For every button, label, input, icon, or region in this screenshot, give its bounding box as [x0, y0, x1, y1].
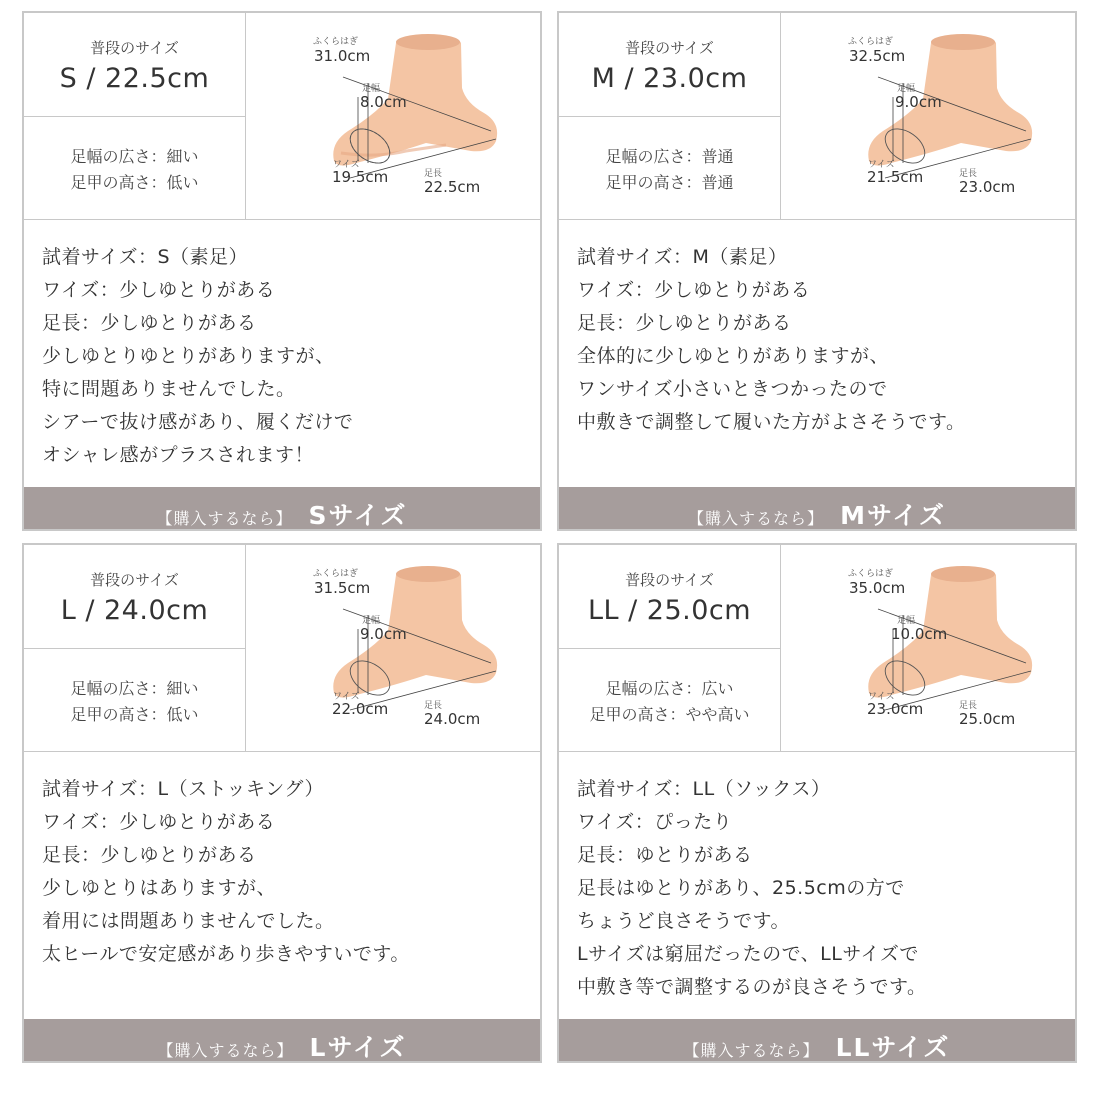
review-line: 中敷き等で調整するのが良さそうです。: [577, 976, 927, 998]
length-value: 22.5cm: [424, 178, 481, 196]
review-line: 足長はゆとりがあり、25.5cmの方で: [577, 877, 905, 899]
review-line: 足長：少しゆとりがある: [577, 312, 792, 334]
wise-label: ワイズ: [868, 692, 895, 702]
review-text: [42, 773, 532, 971]
profile-column: [24, 545, 246, 751]
usual-size-label: 普段のサイズ: [625, 571, 714, 589]
review-text: [42, 241, 532, 472]
calf-label: ふくらはぎ: [848, 37, 894, 47]
instep-height-line: 足甲の高さ：低い: [70, 173, 199, 192]
usual-size-value: LL / 25.0cm: [587, 595, 752, 626]
wise-value: 23.0cm: [867, 700, 924, 718]
foot-width-label: 足幅: [897, 84, 916, 94]
review-line: 中敷きで調整して履いた方がよさそうです。: [577, 411, 966, 433]
review-line: 試着サイズ：L（ストッキング）: [42, 778, 324, 800]
wise-label: ワイズ: [333, 692, 360, 702]
card-header: [559, 13, 1075, 220]
card-header: [24, 13, 540, 220]
review-line: ワイズ：少しゆとりがある: [577, 279, 811, 301]
profile-column: [559, 545, 781, 751]
review-line: 足長：少しゆとりがある: [42, 312, 257, 334]
banner-prefix: 【購入するなら】: [683, 1041, 820, 1060]
length-value: 23.0cm: [959, 178, 1016, 196]
length-label: 足長: [959, 169, 978, 179]
length-value: 24.0cm: [424, 710, 481, 728]
review-text: [577, 773, 1067, 1004]
wise-value: 19.5cm: [332, 168, 389, 186]
instep-height-line: 足甲の高さ：やや高い: [589, 705, 750, 724]
usual-size-box: [24, 13, 245, 117]
usual-size-value: M / 23.0cm: [591, 63, 748, 94]
banner-size: LLサイズ: [835, 1033, 951, 1062]
review-line: 足長：少しゆとりがある: [42, 844, 257, 866]
review-line: 少しゆとりゆとりがありますが、: [42, 345, 335, 367]
size-card-s: [22, 11, 542, 531]
banner-prefix: 【購入するなら】: [688, 509, 825, 528]
recommend-banner: [559, 487, 1075, 529]
card-header: [24, 545, 540, 752]
review-line: 少しゆとりはありますが、: [42, 877, 277, 899]
foot-width-value: 10.0cm: [891, 625, 948, 643]
review-line: ちょうど良さそうです。: [577, 910, 790, 932]
usual-size-label: 普段のサイズ: [90, 39, 179, 57]
foot-width-label: 足幅: [362, 84, 381, 94]
foot-width-value: 9.0cm: [895, 93, 942, 111]
usual-size-box: [559, 13, 780, 117]
review-line: ワイズ：ぴったり: [577, 811, 733, 833]
size-card-ll: [557, 543, 1077, 1063]
usual-size-label: 普段のサイズ: [625, 39, 714, 57]
usual-size-label: 普段のサイズ: [90, 571, 179, 589]
calf-value: 31.5cm: [314, 579, 371, 597]
length-label: 足長: [424, 701, 443, 711]
foot-diagram: [246, 545, 540, 751]
foot-width-label: 足幅: [362, 616, 381, 626]
size-card-m: [557, 11, 1077, 531]
banner-size: Lサイズ: [309, 1033, 407, 1062]
usual-size-value: L / 24.0cm: [60, 595, 209, 626]
review-line: 全体的に少しゆとりがありますが、: [577, 345, 890, 367]
calf-label: ふくらはぎ: [313, 37, 359, 47]
calf-label: ふくらはぎ: [848, 569, 894, 579]
foot-width-value: 8.0cm: [360, 93, 407, 111]
calf-label: ふくらはぎ: [313, 569, 359, 579]
foot-width-label: 足幅: [897, 616, 916, 626]
length-value: 25.0cm: [959, 710, 1016, 728]
profile-column: [24, 13, 246, 219]
review-line: シアーで抜け感があり、履くだけで: [42, 411, 354, 433]
calf-value: 31.0cm: [314, 47, 371, 65]
usual-size-box: [559, 545, 780, 649]
recommend-banner: [24, 487, 540, 529]
foot-illustration: [246, 13, 540, 219]
review-text: [577, 241, 1067, 439]
review-line: 足長：ゆとりがある: [577, 844, 753, 866]
card-header: [559, 545, 1075, 752]
review-line: 試着サイズ：M（素足）: [577, 246, 788, 268]
length-label: 足長: [959, 701, 978, 711]
instep-height-line: 足甲の高さ：普通: [605, 173, 734, 192]
calf-value: 32.5cm: [849, 47, 906, 65]
review-line: 太ヒールで安定感があり歩きやすいです。: [42, 943, 410, 965]
foot-width-line: 足幅の広さ：細い: [70, 147, 199, 166]
review-line: 試着サイズ：S（素足）: [42, 246, 249, 268]
instep-height-line: 足甲の高さ：低い: [70, 705, 199, 724]
review-line: ワイズ：少しゆとりがある: [42, 811, 276, 833]
banner-size: Sサイズ: [308, 501, 408, 530]
foot-diagram: [781, 13, 1075, 219]
usual-size-value: S / 22.5cm: [59, 63, 210, 94]
foot-width-line: 足幅の広さ：広い: [605, 679, 734, 698]
usual-size-box: [24, 545, 245, 649]
foot-width-line: 足幅の広さ：細い: [70, 679, 199, 698]
recommend-banner: [559, 1019, 1075, 1061]
review-line: 特に問題ありませんでした。: [42, 378, 296, 400]
foot-illustration: [246, 545, 540, 751]
calf-value: 35.0cm: [849, 579, 906, 597]
review-line: Lサイズは窮屈だったので、LLサイズで: [577, 943, 919, 965]
banner-prefix: 【購入するなら】: [157, 1041, 294, 1060]
wise-label: ワイズ: [868, 160, 895, 170]
review-line: 着用には問題ありませんでした。: [42, 910, 335, 932]
review-line: ワイズ：少しゆとりがある: [42, 279, 276, 301]
foot-width-line: 足幅の広さ：普通: [605, 147, 734, 166]
wise-value: 22.0cm: [332, 700, 389, 718]
foot-diagram: [246, 13, 540, 219]
recommend-banner: [24, 1019, 540, 1061]
review-line: 試着サイズ：LL（ソックス）: [577, 778, 831, 800]
size-card-l: [22, 543, 542, 1063]
length-label: 足長: [424, 169, 443, 179]
banner-prefix: 【購入するなら】: [156, 509, 293, 528]
wise-value: 21.5cm: [867, 168, 924, 186]
wise-label: ワイズ: [333, 160, 360, 170]
foot-illustration: [781, 13, 1075, 219]
profile-column: [559, 13, 781, 219]
foot-width-value: 9.0cm: [360, 625, 407, 643]
foot-diagram: [781, 545, 1075, 751]
review-line: ワンサイズ小さいときつかったので: [577, 378, 888, 400]
banner-size: Mサイズ: [840, 501, 946, 530]
foot-illustration: [781, 545, 1075, 751]
review-line: オシャレ感がプラスされます！: [42, 444, 315, 466]
